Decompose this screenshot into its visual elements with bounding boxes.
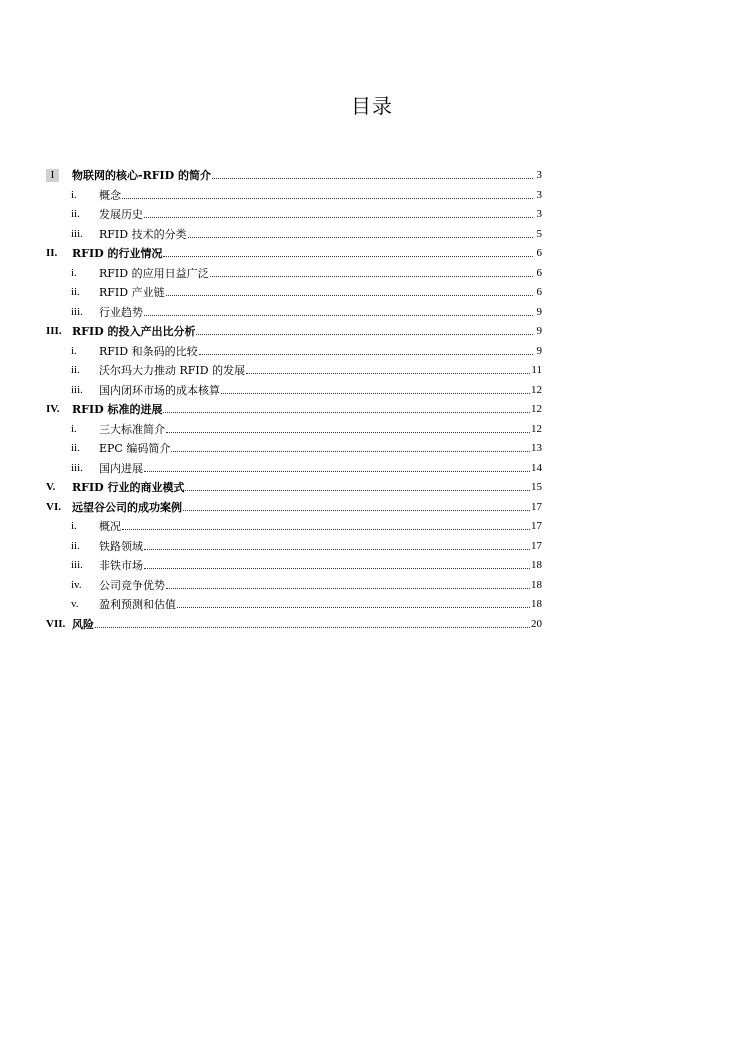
toc-entry-page: 6: [536, 286, 542, 298]
toc-entry-number: iii.: [71, 305, 83, 318]
toc-entry[interactable]: [46, 475, 542, 494]
toc-leader-dots: [221, 393, 530, 394]
toc-entry[interactable]: [46, 280, 542, 299]
toc-entry-page: 3: [536, 169, 542, 181]
toc-entry-number: i.: [71, 422, 77, 435]
toc-entry-label: 概念: [99, 188, 121, 202]
page-title: 目录: [351, 94, 393, 118]
toc-leader-dots: [188, 237, 533, 238]
toc-entry-page: 6: [536, 266, 542, 279]
toc-entry-number: v.: [71, 598, 79, 610]
toc-entry-number: VI.: [46, 500, 61, 513]
toc-entry-number: II.: [46, 247, 58, 259]
toc-leader-dots: [246, 373, 530, 374]
toc-entry-label: RFID 产业链: [99, 286, 165, 299]
toc-entry[interactable]: [46, 553, 542, 572]
toc-entry[interactable]: [46, 319, 542, 338]
toc-leader-dots: [144, 568, 530, 569]
toc-entry-label: 国内进展: [99, 461, 143, 475]
toc-entry-page: 17: [531, 500, 542, 513]
toc-entry[interactable]: [46, 495, 542, 514]
toc-entry-page: 6: [536, 247, 542, 259]
toc-entry-number: iii.: [71, 461, 83, 474]
toc-entry-page: 17: [531, 539, 542, 552]
toc-leader-dots: [199, 354, 533, 355]
toc-entry-page: 3: [536, 208, 542, 220]
toc-entry-label: RFID 技术的分类: [99, 227, 187, 241]
toc-leader-dots: [185, 490, 530, 491]
toc-entry-label: 物联网的核心-RFID 的简介: [72, 169, 212, 182]
toc-leader-dots: [95, 627, 530, 628]
toc-entry-page: 17: [531, 520, 542, 532]
toc-entry[interactable]: [46, 436, 542, 455]
toc-entry-page: 3: [536, 188, 542, 201]
toc-entry[interactable]: [46, 514, 542, 533]
toc-entry-page: 9: [536, 344, 542, 357]
toc-leader-dots: [122, 529, 530, 530]
toc-entry-label: RFID 的应用日益广泛: [99, 266, 209, 280]
toc-entry-number: iii.: [71, 227, 83, 240]
toc-entry[interactable]: [46, 222, 542, 241]
toc-entry-number: IV.: [46, 403, 60, 415]
toc-leader-dots: [163, 412, 530, 413]
toc-entry-label: 行业趋势: [99, 305, 143, 319]
toc-entry-label: 非铁市场: [99, 559, 143, 572]
toc-entry-label: RFID 和条码的比较: [99, 344, 198, 358]
toc-leader-dots: [144, 315, 533, 316]
toc-entry[interactable]: [46, 261, 542, 280]
toc-entry-number: III.: [46, 325, 62, 337]
toc-entry-number: ii.: [71, 364, 80, 376]
toc-entry-number: i.: [71, 520, 77, 532]
toc-entry-label: 发展历史: [99, 208, 143, 221]
toc-entry-number: iii.: [71, 383, 83, 396]
toc-entry-page: 15: [531, 481, 542, 493]
toc-entry[interactable]: [46, 612, 542, 631]
toc-leader-dots: [196, 334, 533, 335]
toc-entry-page: 18: [531, 559, 542, 571]
toc-entry-number: ii.: [71, 208, 80, 220]
toc-leader-dots: [166, 588, 530, 589]
toc-leader-dots: [166, 432, 530, 433]
toc-entry-label: 远望谷公司的成功案例: [72, 500, 182, 514]
toc-entry-label: 国内闭环市场的成本核算: [99, 383, 220, 397]
toc-entry[interactable]: [46, 378, 542, 397]
toc-entry-number: V.: [46, 481, 56, 493]
toc-entry-page: 18: [531, 578, 542, 591]
toc-entry-page: 9: [536, 305, 542, 318]
toc-entry-label: 公司竞争优势: [99, 578, 165, 592]
toc-entry-number: iv.: [71, 578, 82, 591]
toc-entry-number: i.: [71, 266, 77, 279]
toc-entry-label: EPC 编码简介: [99, 442, 171, 455]
toc-entry-page: 12: [531, 422, 542, 435]
toc-entry-page: 9: [536, 325, 542, 337]
toc-entry-number: ii.: [71, 539, 80, 552]
toc-entry[interactable]: [46, 573, 542, 592]
toc-entry-label: RFID 的投入产出比分析: [72, 325, 196, 338]
toc-leader-dots: [210, 276, 533, 277]
toc-leader-dots: [144, 549, 530, 550]
toc-entry-page: 13: [531, 442, 542, 454]
toc-entry-number: I: [46, 169, 59, 182]
toc-entry[interactable]: [46, 397, 542, 416]
toc-leader-dots: [122, 198, 533, 199]
toc-entry-label: RFID 的行业情况: [72, 247, 163, 260]
toc-leader-dots: [163, 256, 533, 257]
toc-leader-dots: [144, 471, 530, 472]
toc-entry[interactable]: [46, 417, 542, 436]
toc-entry[interactable]: [46, 358, 542, 377]
toc-entry-number: iii.: [71, 559, 83, 571]
toc-entry-label: 盈利预测和估值: [99, 598, 176, 611]
toc-leader-dots: [183, 510, 530, 511]
toc-entry[interactable]: [46, 456, 542, 475]
toc-entry[interactable]: [46, 241, 542, 260]
toc-leader-dots: [171, 451, 530, 452]
toc-entry[interactable]: [46, 300, 542, 319]
toc-entry-number: i.: [71, 188, 77, 201]
toc-entry[interactable]: [46, 202, 542, 221]
toc-leader-dots: [212, 178, 533, 179]
toc-entry-page: 12: [531, 403, 542, 415]
toc-entry-label: RFID 标准的进展: [72, 403, 163, 416]
toc-entry-page: 20: [531, 617, 542, 630]
toc-entry-label: 铁路领域: [99, 539, 143, 553]
toc-entry-page: 11: [531, 364, 542, 376]
toc-entry[interactable]: [46, 183, 542, 202]
toc-entry-page: 18: [531, 598, 542, 610]
toc-leader-dots: [144, 217, 533, 218]
toc-entry-label: RFID 行业的商业模式: [72, 481, 185, 494]
toc-entry-page: 5: [536, 227, 542, 240]
toc-entry-page: 12: [531, 383, 542, 396]
toc-entry-label: 概况: [99, 520, 121, 533]
toc-entry-label: 沃尔玛大力推动 RFID 的发展: [99, 364, 246, 377]
toc-entry-number: ii.: [71, 442, 80, 454]
toc-entry-number: i.: [71, 344, 77, 357]
toc-entry[interactable]: [46, 534, 542, 553]
toc-entry-number: VII.: [46, 617, 66, 630]
toc-entry-page: 14: [531, 461, 542, 474]
toc-entry[interactable]: [46, 163, 542, 182]
toc-entry-number: ii.: [71, 286, 80, 298]
toc-entry[interactable]: [46, 592, 542, 611]
toc-leader-dots: [177, 607, 530, 608]
toc-leader-dots: [166, 295, 533, 296]
toc-entry[interactable]: [46, 339, 542, 358]
toc-entry-label: 风险: [72, 617, 94, 631]
toc-entry-label: 三大标准简介: [99, 422, 165, 436]
